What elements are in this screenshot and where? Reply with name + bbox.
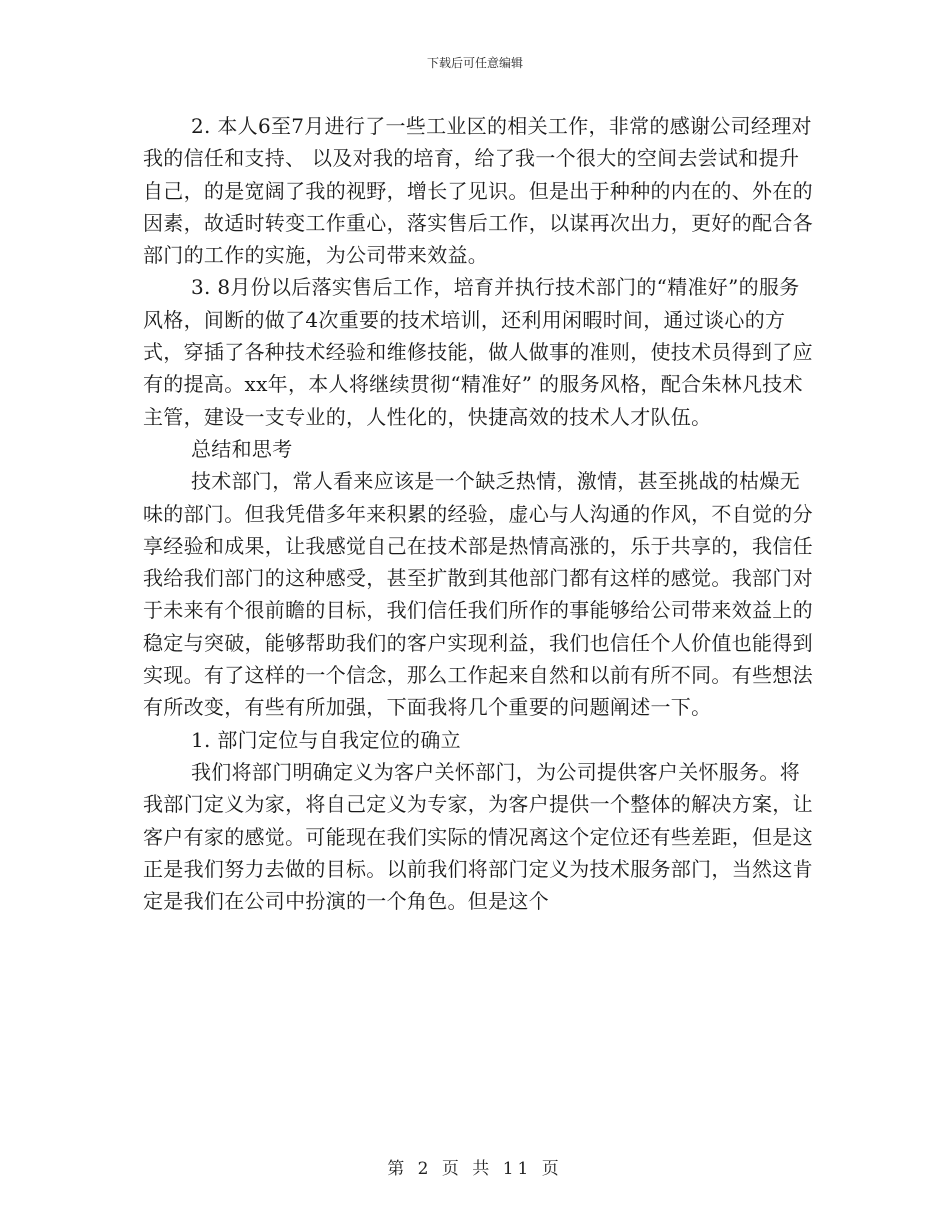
paragraph-tech-department: 技术部门，常人看来应该是一个缺乏热情，激情，甚至挑战的枯燥无味的部门。但我凭借多年来积累的经验，虚心与人沟通的作风，不自觉的分享经验和成果，让我感觉自己在技术部是热情高涨的，乐于共享的，我信任我给我们部门的这种感受，甚至扩散到其他部门都有这样的感觉。我部门对于未来有个很前瞻的目标，我们信任我们所作的事能够给公司带来效益上的稳定与突破，能够帮助我们的客户实现利益，我们也信任个人价值也能得到实现。有了这样的一个信念，那么工作起来自然和以前有所不同。有些想法有所改变，有些有所加强，下面我将几个重要的问题阐述一下。 <box>143 469 813 720</box>
document-body <box>143 110 813 917</box>
subheading-department-positioning: 1. 部门定位与自我定位的确立 <box>191 727 461 752</box>
section-heading-summary: 总结和思考 <box>191 436 293 461</box>
paragraph-item-2: 2. 本人6至7月进行了一些工业区的相关工作，非常的感谢公司经理对我的信任和支持、 以及对我的培育，给了我一个很大的空间去尝试和提升自己，的是宽阔了我的视野，增长了见识。但是出于种种的内在的、外在的因素，故适时转变工作重心，落实售后工作，以谋再次出力，更好的配合各部门的工作的实施，为公司带来效益。 <box>143 114 813 268</box>
page-header-note: 下载后可任意编辑 <box>426 56 523 70</box>
paragraph-item-3: 3. 8月份以后落实售后工作，培育并执行技术部门的“精准好”的服务风格，间断的做了4次重要的技术培训，还利用闲暇时间，通过谈心的方式，穿插了各种技术经验和维修技能，做人做事的准则，使技术员得到了应有的提高。xx年，本人将继续贯彻“精准好” 的服务风格，配合朱林凡技术主管，建设一支专业的，人性化的，快捷高效的技术人才队伍。 <box>143 275 813 429</box>
paragraph-positioning: 我们将部门明确定义为客户关怀部门，为公司提供客户关怀服务。将我部门定义为家，将自己定义为专家，为客户提供一个整体的解决方案，让客户有家的感觉。可能现在我们实际的情况离这个定位还有些差距，但是这正是我们努力去做的目标。以前我们将部门定义为技术服务部门，当然这肯定是我们在公司中扮演的一个角色。但是这个 <box>143 759 813 914</box>
page-number-footer: 第 2 页 共 11 页 <box>387 1159 563 1179</box>
